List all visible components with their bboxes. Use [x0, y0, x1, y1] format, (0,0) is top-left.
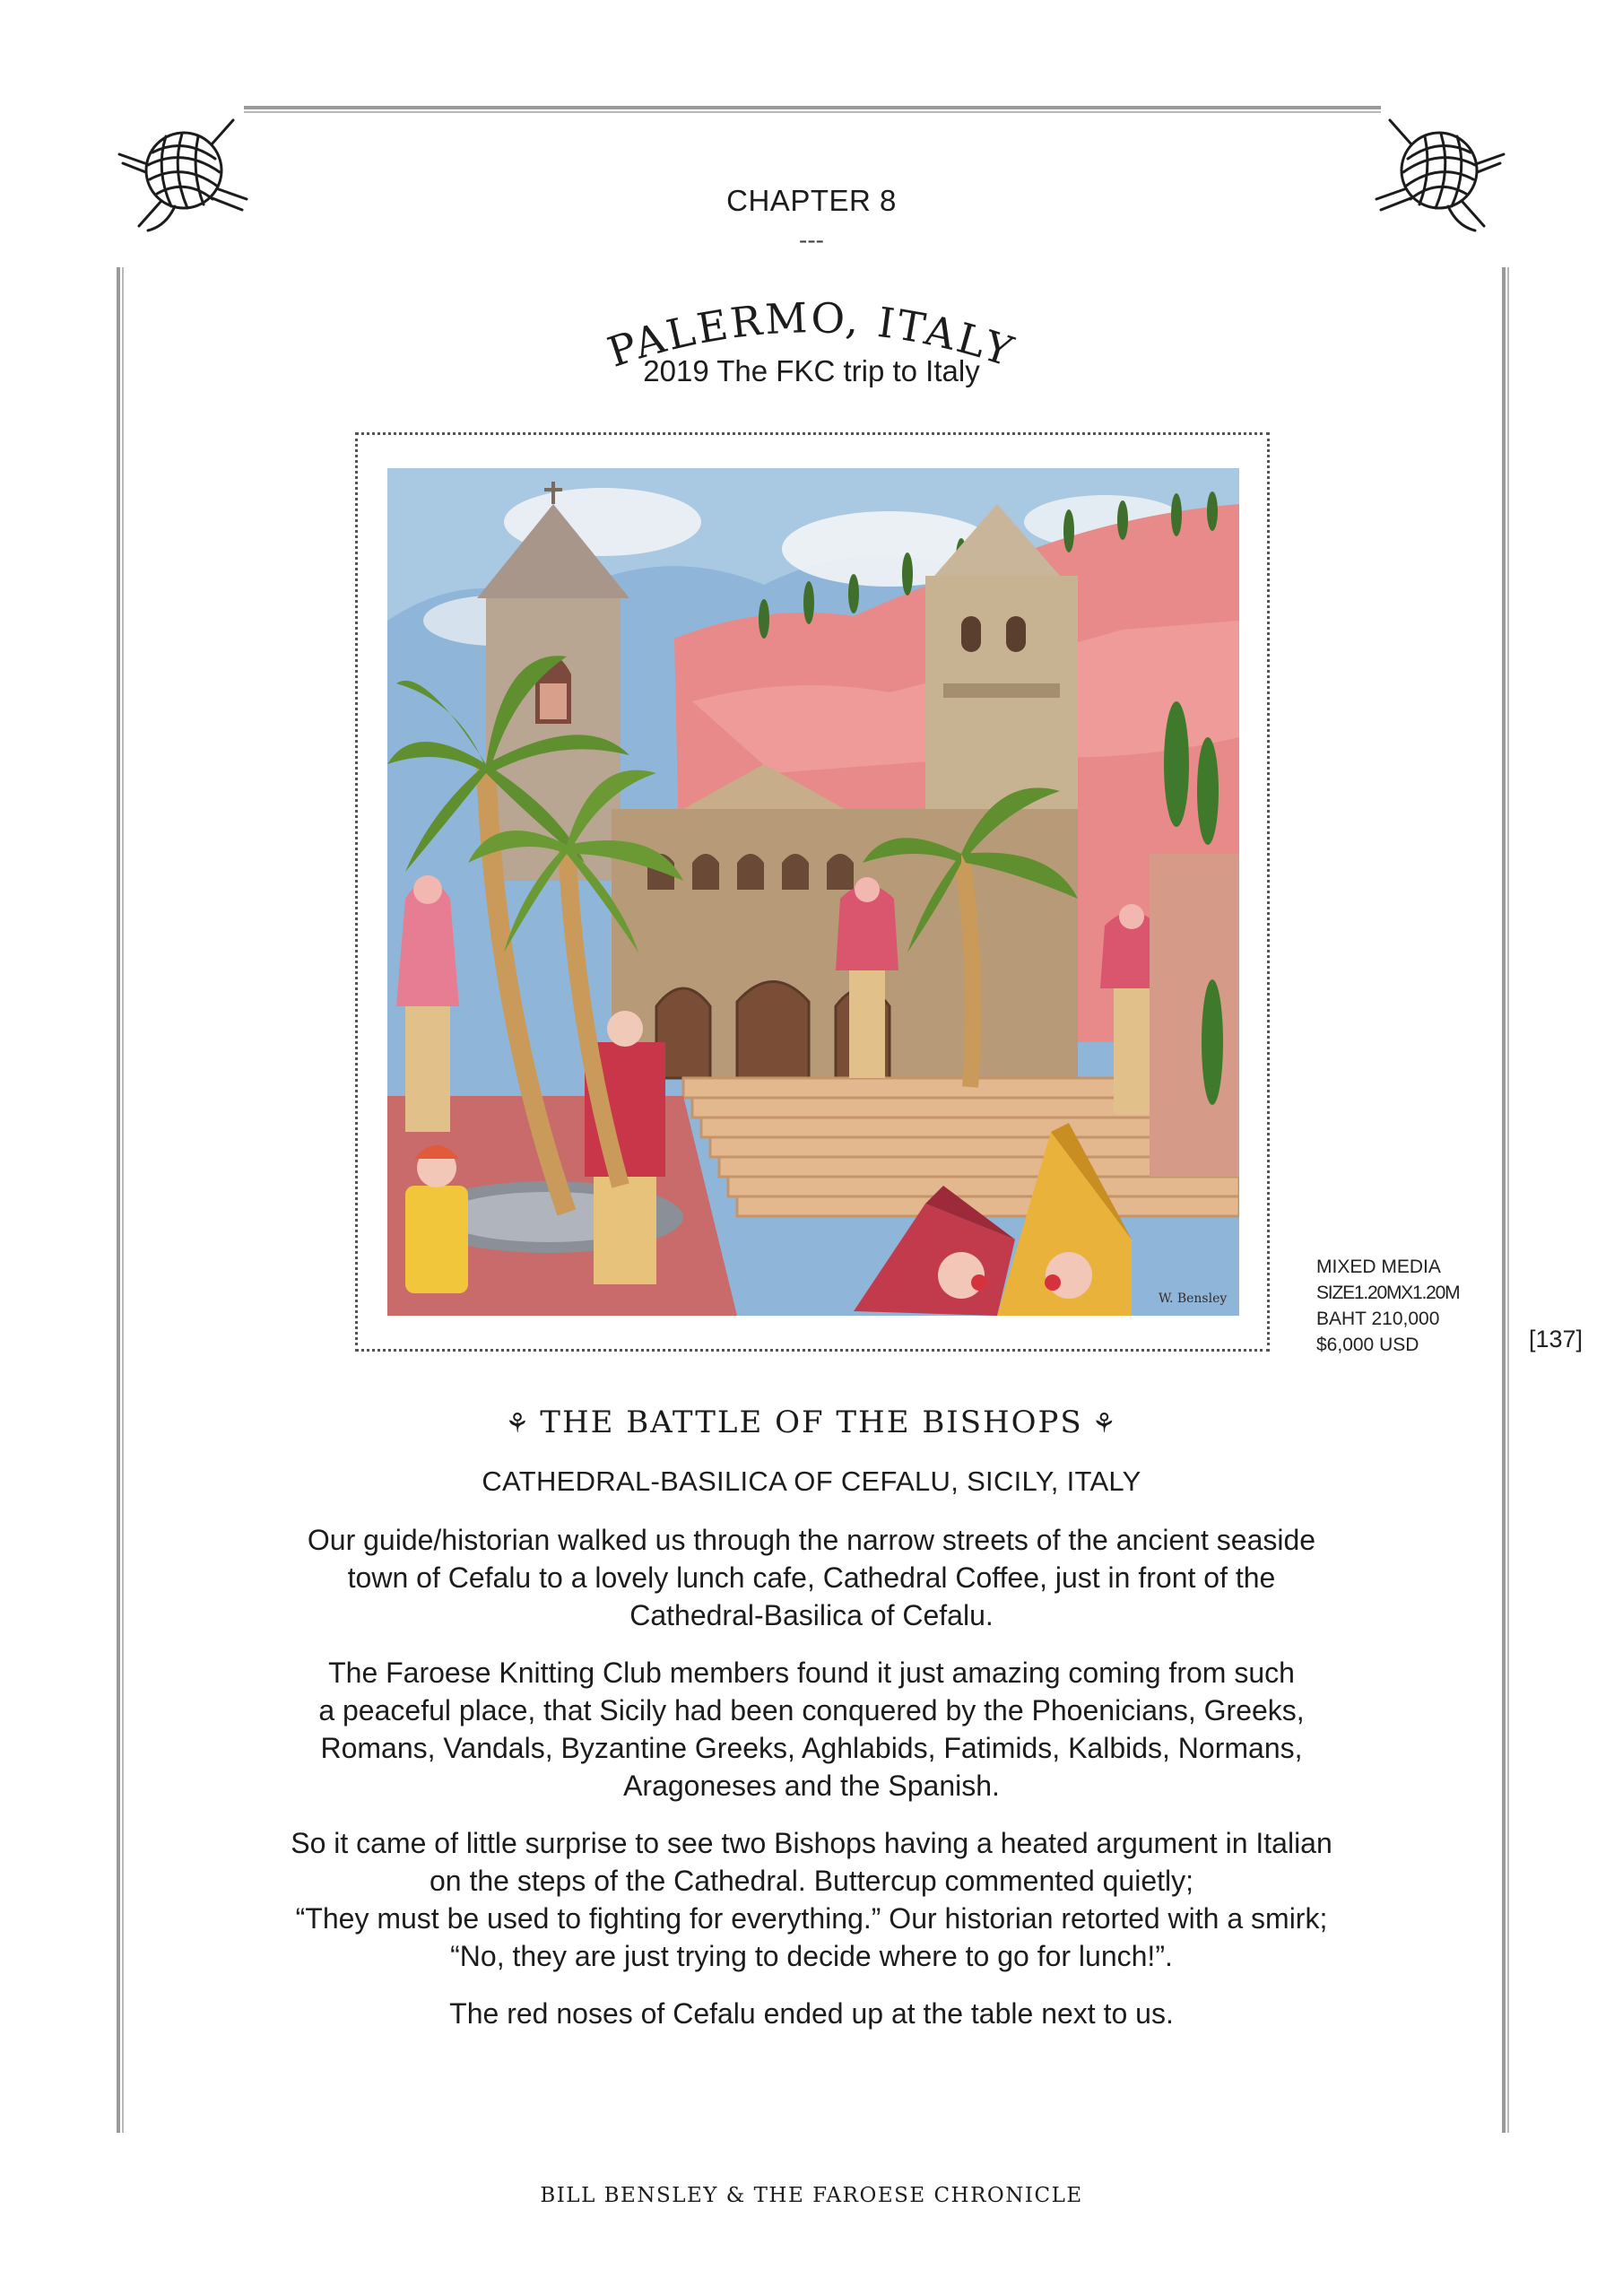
- body-text: [260, 1521, 1363, 2052]
- text-line: Our guide/historian walked us through the narrow streets of the ancient seaside: [307, 1524, 1316, 1556]
- text-line: “They must be used to fighting for everything.” Our historian retorted with a smirk;: [295, 1902, 1328, 1935]
- section-title: [0, 1405, 1623, 1440]
- chapter-divider: ---: [799, 226, 824, 254]
- text-line: a peaceful place, that Sicily had been conquered by the Phoenicians, Greeks,: [318, 1694, 1305, 1726]
- section-title-text: THE BATTLE OF THE BISHOPS: [540, 1405, 1083, 1440]
- section-location: CATHEDRAL-BASILICA OF CEFALU, SICILY, ITALY: [482, 1465, 1141, 1497]
- page-subtitle: 2019 The FKC trip to Italy: [643, 354, 980, 387]
- spec-size: SIZE1.20MX1.20M: [1316, 1283, 1460, 1303]
- spec-price-usd: $6,000 USD: [1316, 1335, 1419, 1355]
- paragraph-2: [260, 1654, 1363, 1805]
- spec-price-baht: BAHT 210,000: [1316, 1309, 1440, 1329]
- chapter-label: CHAPTER 8: [726, 184, 897, 217]
- paragraph-1: [260, 1521, 1363, 1634]
- right-rule: [1502, 267, 1509, 2133]
- text-line: Aragoneses and the Spanish.: [623, 1770, 1000, 1802]
- page-number: [137]: [1529, 1326, 1584, 1352]
- spec-medium: MIXED MEDIA: [1316, 1257, 1441, 1277]
- text-line: The red noses of Cefalu ended up at the table next to us.: [449, 1997, 1174, 2030]
- paragraph-3: [260, 1824, 1363, 1975]
- top-rule: [244, 106, 1381, 113]
- fleuron-icon: ⚘: [1091, 1408, 1118, 1439]
- text-line: on the steps of the Cathedral. Buttercup commented quietly;: [429, 1865, 1194, 1897]
- paragraph-4: [260, 1995, 1363, 2032]
- text-line: town of Cefalu to a lovely lunch cafe, Cathedral Coffee, just in front of the: [347, 1561, 1276, 1594]
- text-line: The Faroese Knitting Club members found it just amazing coming from such: [328, 1657, 1295, 1689]
- svg-text:W. Bensley: W. Bensley: [1159, 1292, 1228, 1306]
- artwork-painting: [387, 468, 1239, 1316]
- footer: BILL BENSLEY & THE FAROESE CHRONICLE: [540, 2184, 1083, 2207]
- text-line: Romans, Vandals, Byzantine Greeks, Aghlabids, Fatimids, Kalbids, Normans,: [320, 1732, 1303, 1764]
- text-line: So it came of little surprise to see two Bishops having a heated argument in Italian: [291, 1827, 1332, 1859]
- text-line: “No, they are just trying to decide where to go for lunch!”.: [450, 1940, 1173, 1972]
- left-rule: [117, 267, 124, 2133]
- text-line: Cathedral-Basilica of Cefalu.: [629, 1599, 994, 1631]
- fleuron-icon: ⚘: [505, 1408, 532, 1439]
- artwork-specs: [1316, 1254, 1459, 1358]
- svg-text:PALERMO, ITALY: PALERMO, ITALY: [602, 293, 1021, 377]
